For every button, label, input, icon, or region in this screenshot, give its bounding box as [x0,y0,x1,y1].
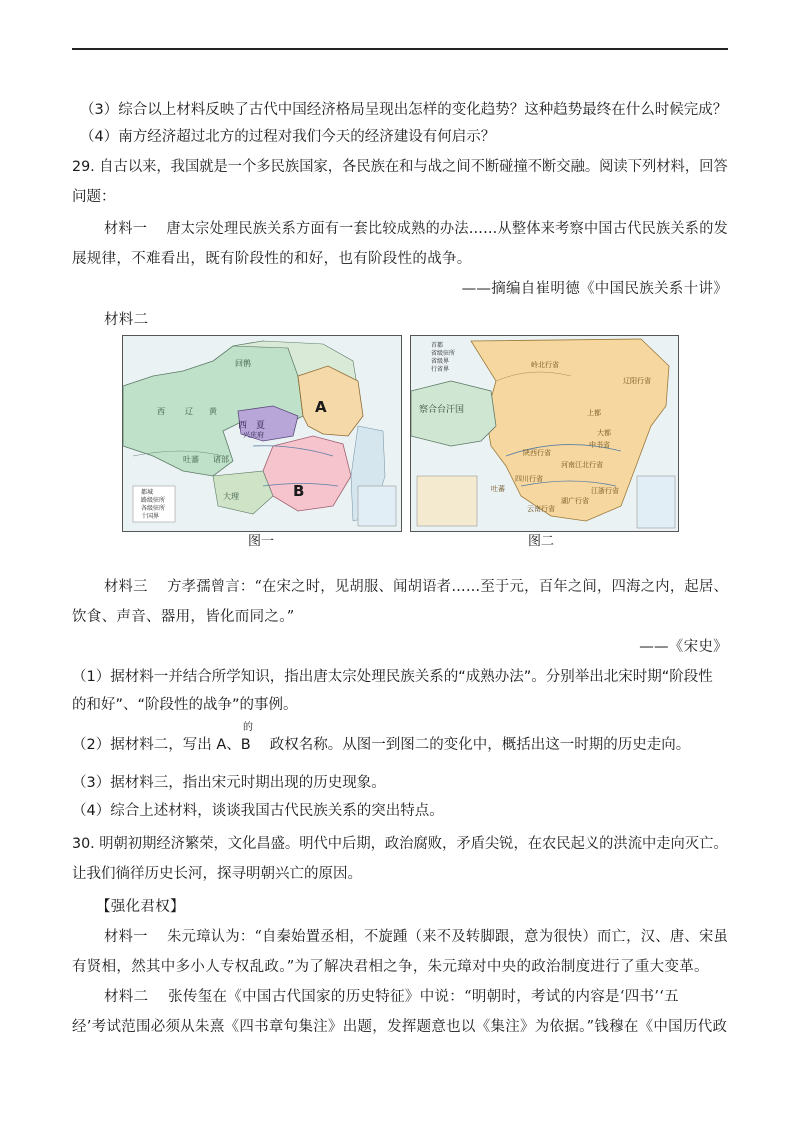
q30-stem-1: 30. 明朝初期经济繁荣，文化昌盛。明代中后期，政治腐败，矛盾尖锐，在农民起义的洪流中走向灭亡。 [72,836,728,852]
q29-material3-source: ——《宋史》 [639,639,728,655]
q29-material1-line2: 展规律，不难看出，既有阶段性的和好，也有阶段性的战争。 [72,251,472,267]
q29-stem-2: 问题： [72,189,116,205]
q30-section-title: 【强化君权】 [96,899,185,915]
map2-region-11: 吐蕃 [491,485,505,493]
map1-legend-item: 都城 [141,489,154,496]
map2-caption: 图二 [528,534,555,549]
q29-sub4: （4）综合上述材料，谈谈我国古代民族关系的突出特点。 [72,803,444,819]
map1-region-2: 黄 [209,407,217,416]
map2-legend [431,342,455,374]
map1-legend-item: 十国界 [141,513,160,520]
q29-material1-line1: 材料一 唐太宗处理民族关系方面有一套比较成熟的办法……从整体来考察中国古代民族关系的发 [104,221,728,237]
map1-region-4: 吐蕃 [183,455,199,464]
q29-sub2-superscript: 的 [243,722,253,733]
q30-stem-2: 让我们徜徉历史长河，探寻明朝兴亡的原因。 [72,866,362,882]
map2-region-5: 河南江北行省 [561,461,603,469]
map2-region-2: 上都 [587,409,601,417]
map2-region-10: 云南行省 [527,505,555,513]
q29-material2-label: 材料二 [104,312,149,328]
map1-caption: 图一 [248,534,275,549]
q30-material2-line1: 材料二 张传玺在《中国古代国家的历史特征》中说：“明朝时，考试的内容是‘四书’‘五 [104,989,679,1005]
map2-region-6: 陕西行省 [523,449,551,457]
map-figure-2 [410,335,679,532]
q28-sub4: （4）南方经济超过北方的过程对我们今天的经济建设有何启示？ [80,129,496,145]
header-rule [72,48,728,50]
q29-material1-source: ——摘编自崔明德《中国民族关系十讲》 [461,281,728,297]
map2-legend-item: 省级界 [431,358,450,365]
map1-label-b: B [293,482,305,500]
map1-label-xingqing: 兴庆府 [243,431,264,439]
map1-legend-item: 路级驻所 [141,497,166,504]
map1-label-a: A [315,398,327,416]
q30-material1-line1: 材料一 朱元璋认为：“自秦始置丞相，不旋踵（来不及转脚跟，意为很快）而亡，汉、唐、宋虽 [104,929,729,945]
q29-material3-line2: 饮食、声音、器用，皆化而同之。” [72,609,295,625]
map1-region-6: 大理 [223,492,239,501]
q30-material1-line2: 有贤相，然其中多小人专权乱政。”为了解决君相之争，朱元璋对中央的政治制度进行了重大变革。 [72,959,709,975]
q29-sub2: （2）据材料二，写出 A、B 政权名称。从图一到图二的变化中，概括出这一时期的历史走向。 [72,737,691,753]
map2-legend-item: 首都 [431,342,444,349]
map2-legend-item: 省级驻所 [431,350,456,357]
map2-region-8: 江浙行省 [591,487,619,495]
map-figure-1 [122,335,402,532]
map2-region-9: 湖广行省 [561,497,589,505]
map1-region-0: 西 [157,407,165,416]
q29-sub1-line2: 的和好”、“阶段性的战争”的事例。 [72,697,298,713]
map2-label-west: 察合台汗国 [419,405,465,415]
map1-legend-item: 各级驻所 [141,505,166,512]
map1-region-1: 辽 [185,407,193,416]
q29-stem-1: 29. 自古以来，我国就是一个多民族国家，各民族在和与战之间不断碰撞不断交融。阅读下列材料，回答 [72,159,728,175]
map2-region-1: 辽阳行省 [623,377,651,385]
map2-legend-item: 行省界 [431,366,450,373]
q29-sub3: （3）据材料三，指出宋元时期出现的历史现象。 [72,775,386,791]
map1-label-xixia: 西 夏 [238,421,266,431]
q30-material2-line2: 经’考试范围必须从朱熹《四书章句集注》出题，发挥题意也以《集注》为依据。”钱穆在《中国历代政 [72,1019,728,1035]
map1-region-3: 回鹘 [235,359,251,368]
map2-region-4: 中书省 [589,441,610,449]
map2-region-7: 四川行省 [515,475,543,483]
map1-region-5: 诸部 [213,455,229,464]
q29-sub1-line1: （1）据材料一并结合所学知识，指出唐太宗处理民族关系的“成熟办法”。分别举出北宋时期“阶段性 [72,669,713,685]
q29-material3-line1: 材料三 方孝孺曾言：“在宋之时，见胡服、闻胡语者……至于元，百年之间，四海之内，起居、 [104,579,729,595]
map2-region-3: 大都 [597,429,611,437]
q28-sub3: （3）综合以上材料反映了古代中国经济格局呈现出怎样的变化趋势？这种趋势最终在什么时候完成？ [80,102,728,118]
map2-region-0: 岭北行省 [531,361,559,369]
map1-legend [141,489,165,521]
